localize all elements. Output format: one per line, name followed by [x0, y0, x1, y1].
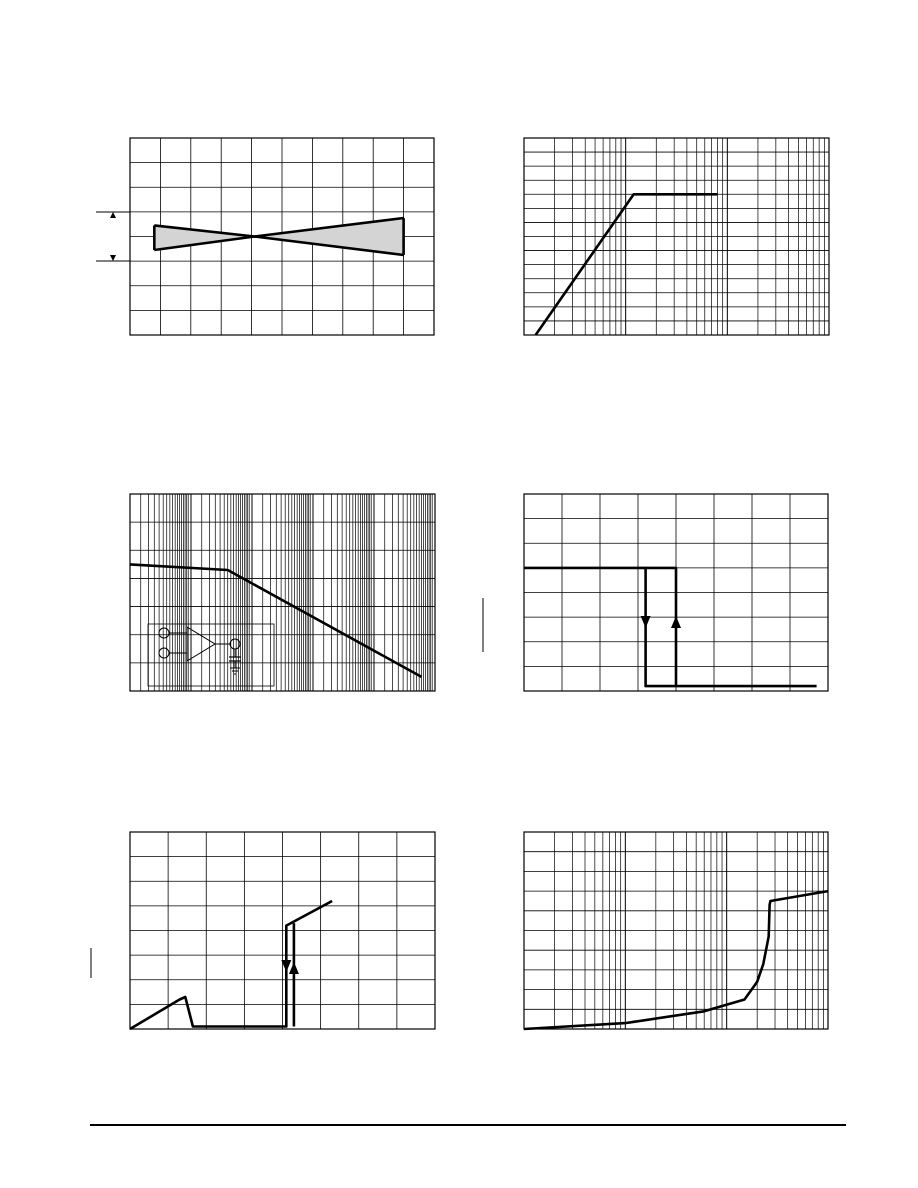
series-line-1 [524, 891, 828, 1029]
series-line-1 [130, 901, 332, 1029]
chart-6-log-knee [524, 832, 828, 1029]
grid [130, 832, 435, 1029]
series-line-1 [524, 568, 817, 686]
input-terminal-plus [159, 628, 169, 638]
input-terminal-minus [159, 648, 169, 658]
chart-4-hysteresis-step [483, 494, 828, 691]
dimension-arrow-icon [110, 212, 116, 218]
chart-3-log-rolloff [130, 494, 435, 691]
arrow-up-icon [671, 616, 681, 628]
chart-1-offset-fan [96, 138, 434, 335]
chart-5-hysteresis-rise [91, 832, 435, 1029]
footer-rule [90, 1124, 846, 1126]
chart-2-log-ramp [524, 138, 829, 335]
grid [524, 138, 829, 335]
dimension-arrow-icon [110, 255, 116, 261]
arrow-down-icon [641, 616, 651, 628]
grid [524, 832, 828, 1029]
arrow-up-icon [289, 962, 299, 974]
